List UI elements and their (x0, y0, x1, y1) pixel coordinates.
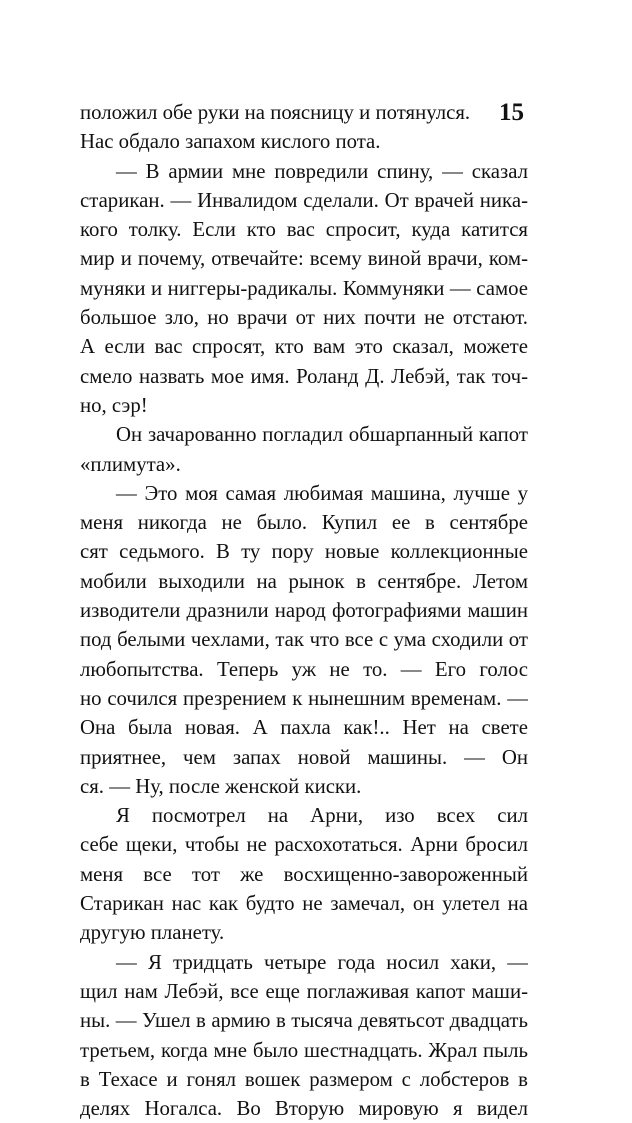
text-line: меня все тот же восхищенно-завороженный (80, 862, 528, 886)
page-number: 15 (499, 99, 524, 126)
text-line: «плимута». (80, 452, 181, 476)
book-text (80, 98, 528, 1123)
text-line: сят седьмого. В ту пору новые коллекционные (80, 540, 528, 564)
text-line: любопытства. Теперь уж не то. — Его голос (80, 657, 528, 681)
text-line: но, сэр! (80, 393, 148, 417)
text-line: третьем, когда мне было шестнадцать. Жрал пыль (80, 1038, 528, 1062)
text-line: ся. — Ну, после женской киски. (80, 774, 362, 798)
text-line: Он зачарованно погладил обшарпанный капот (116, 423, 528, 447)
text-line: положил обе руки на поясницу и потянулся. (80, 101, 471, 124)
text-line: старикан. — Инвалидом сделали. От врачей ника- (80, 188, 528, 212)
text-line: мобили выходили на рынок в сентябре. Летом (80, 569, 528, 593)
text-line: под белыми чехлами, так что все с ума сходили от (80, 628, 528, 652)
text-line: Старикан нас как будто не замечал, он улетел на (80, 892, 528, 916)
text-line: мир и почему, отвечайте: всему виной врачи, ком- (80, 247, 528, 271)
text-line: приятнее, чем запах новой машины. — Он (80, 745, 528, 769)
text-line: — Это моя самая любимая машина, лучше у (116, 481, 528, 505)
text-line: — В армии мне повредили спину, — сказал (116, 159, 528, 183)
text-line: меня никогда не было. Купил ее в сентябре (80, 511, 528, 535)
text-line: ны. — Ушел в армию в тысяча девятьсот двадцать (80, 1009, 528, 1033)
text-line: делях Ногалса. Во Вторую мировую я видел (80, 1097, 528, 1121)
text-line: смело назвать мое имя. Роланд Д. Лебэй, так точ- (80, 364, 528, 388)
text-line: другую планету. (80, 921, 225, 945)
text-line: изводители дразнили народ фотографиями машин (80, 599, 528, 623)
text-line: большое зло, но врачи от них почти не отстают. (80, 306, 528, 330)
text-line: Нас обдало запахом кислого пота. (80, 130, 381, 154)
text-line: — Я тридцать четыре года носил хаки, — (116, 950, 528, 974)
text-line: себе щеки, чтобы не расхохотаться. Арни бросил (80, 833, 528, 857)
text-line: щил нам Лебэй, все еще поглаживая капот маши- (80, 979, 528, 1003)
text-line: Она была новая. А пахла как!.. Нет на свете (80, 716, 528, 740)
text-line: но сочился презрением к нынешним временам. — (80, 686, 528, 710)
text-line: А если вас спросят, кто вам это сказал, можете (80, 335, 528, 359)
text-line: в Техасе и гонял вошек размером с лобстеров в (80, 1067, 528, 1091)
text-line: кого толку. Если кто вас спросит, куда катится (80, 218, 528, 242)
text-line: муняки и ниггеры-радикалы. Коммуняки — самое (80, 276, 528, 300)
text-line: Я посмотрел на Арни, изо всех сил (116, 804, 528, 828)
